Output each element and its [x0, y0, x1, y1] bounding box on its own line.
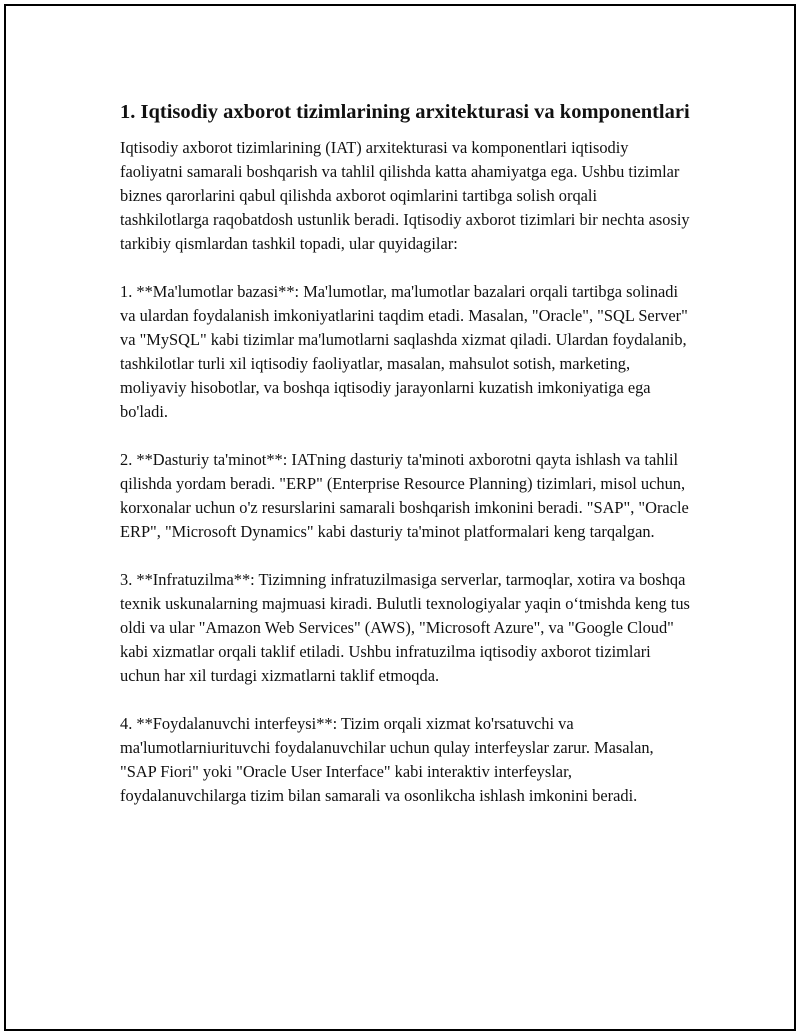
document-content: [120, 98, 690, 832]
paragraph-user-interface: 4. **Foydalanuvchi interfeysi**: Tizim orqali xizmat ko'rsatuvchi va ma'lumotlarniurituvchi foydalanuvchilar uchun qulay interfeyslar zarur. Masalan, "SAP Fiori" yoki "Oracle User Interface" kabi interaktiv interfeyslar, foydalanuvchilarga tizim bilan samarali va osonlikcha ishlash imkonini beradi.: [120, 714, 654, 805]
paragraph-infrastructure: 3. **Infratuzilma**: Tizimning infratuzilmasiga serverlar, tarmoqlar, xotira va boshqa texnik uskunalarning majmuasi kiradi. Bulutli texnologiyalar yaqin oʻtmishda keng tus oldi va ular "Amazon Web Services" (AWS), "Microsoft Azure", va "Google Cloud" kabi xizmatlar orqali taklif etiladi. Ushbu infratuzilma iqtisodiy axborot tizimlari uchun har xil turdagi xizmatlarni taklif etmoqda.: [120, 570, 690, 685]
document-title: 1. Iqtisodiy axborot tizimlarining arxitekturasi va komponentlari: [120, 101, 690, 123]
paragraph-software: 2. **Dasturiy ta'minot**: IATning dasturiy ta'minoti axborotni qayta ishlash va tahlil qilishda yordam beradi. "ERP" (Enterprise Resource Planning) tizimlari, misol uchun, korxonalar uchun o'z resurslarini samarali boshqarish imkonini beradi. "SAP", "Oracle ERP", "Microsoft Dynamics" kabi dasturiy ta'minot platformalari keng tarqalgan.: [120, 450, 689, 541]
document-page: [4, 4, 796, 1031]
paragraph-database: 1. **Ma'lumotlar bazasi**: Ma'lumotlar, ma'lumotlar bazalari orqali tartibga solinadi va ulardan foydalanish imkoniyatlarini taqdim etadi. Masalan, "Oracle", "SQL Server" va "MySQL" kabi tizimlar ma'lumotlarni saqlashda xizmat qiladi. Ulardan foydalanib, tashkilotlar turli xil iqtisodiy faoliyatlar, masalan, mahsulot sotish, marketing, moliyaviy hisobotlar, va boshqa iqtisodiy jarayonlarni kuzatish imkoniyatiga ega bo'ladi.: [120, 282, 688, 421]
intro-paragraph: Iqtisodiy axborot tizimlarining (IAT) arxitekturasi va komponentlari iqtisodiy faoliyatni samarali boshqarish va tahlil qilishda katta ahamiyatga ega. Ushbu tizimlar biznes qarorlarini qabul qilishda axborot oqimlarini tartibga solish orqali tashkilotlarga raqobatdosh ustunlik beradi. Iqtisodiy axborot tizimlari bir nechta asosiy tarkibiy qismlardan tashkil topadi, ular quyidagilar:: [120, 138, 690, 253]
